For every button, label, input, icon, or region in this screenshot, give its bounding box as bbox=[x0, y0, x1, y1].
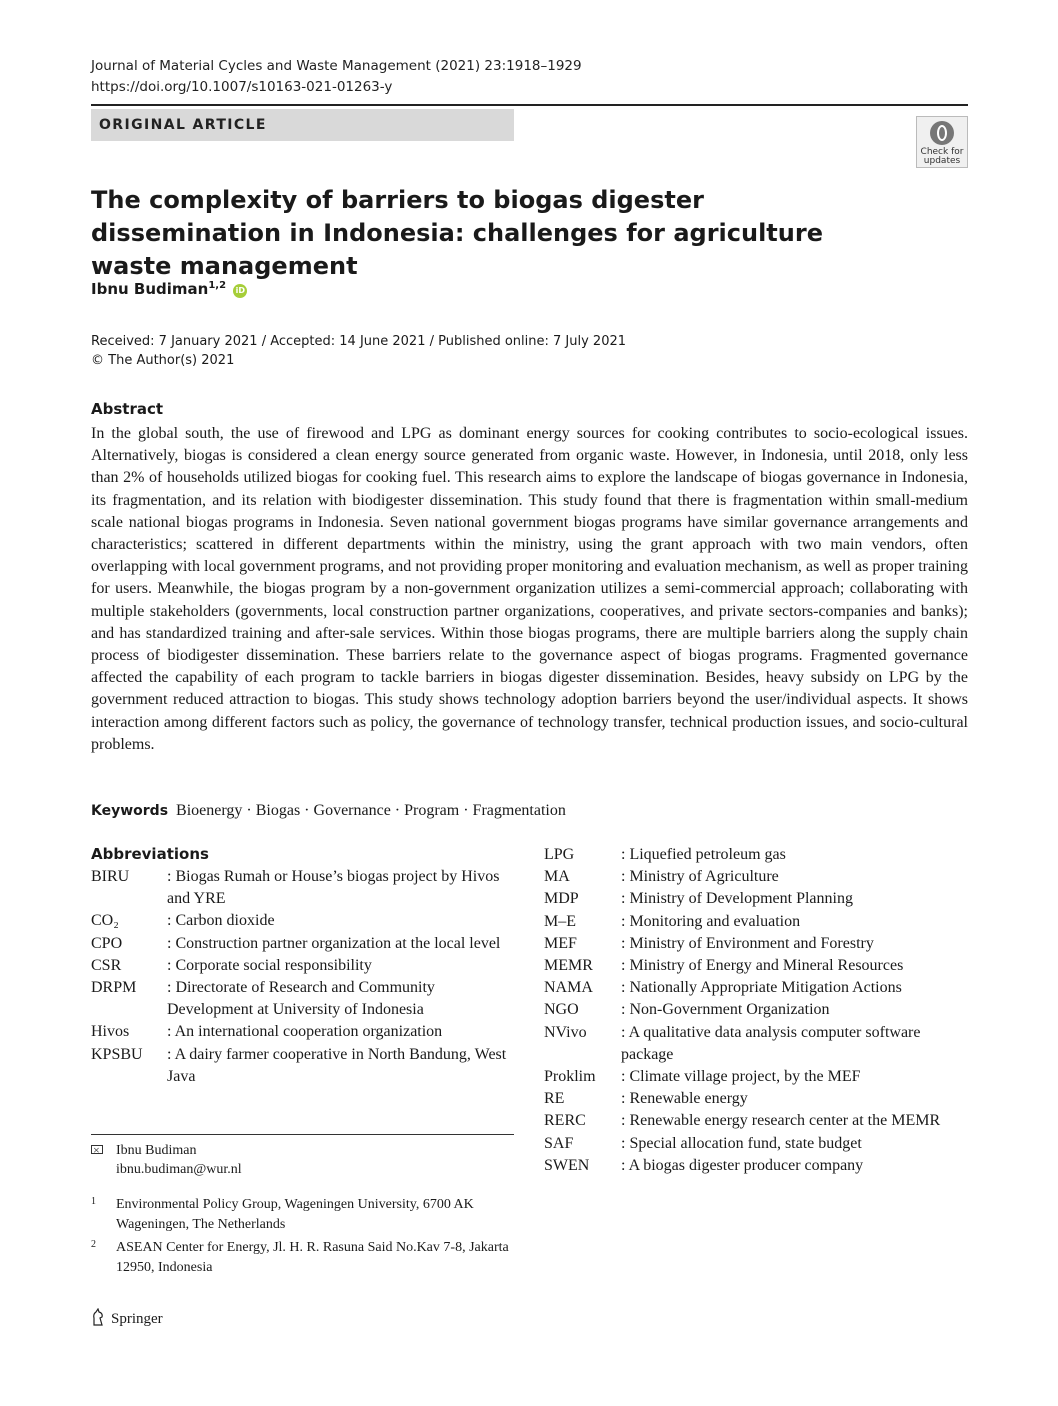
abbreviation-row bbox=[544, 955, 968, 977]
corresponding-author bbox=[91, 1141, 242, 1179]
abbreviation-row bbox=[544, 1110, 968, 1132]
corresponding-name: Ibnu Budiman bbox=[116, 1143, 197, 1158]
abbreviation-row bbox=[544, 999, 968, 1021]
abbreviation-term: LPG bbox=[544, 846, 575, 863]
abbreviation-term: CSR bbox=[91, 956, 122, 974]
abbreviation-row bbox=[544, 1088, 968, 1110]
publication-dates bbox=[91, 332, 626, 370]
abbreviation-row bbox=[91, 866, 514, 910]
keywords-list: Bioenergy · Biogas · Governance · Program · Fragmentation bbox=[176, 802, 566, 819]
abbreviation-term: SAF bbox=[544, 1134, 574, 1152]
keywords-label: Keywords bbox=[91, 803, 169, 819]
abstract-heading: Abstract bbox=[91, 400, 164, 418]
abbreviation-definition: : Corporate social responsibility bbox=[167, 956, 372, 974]
abbreviation-term: CO₂ bbox=[91, 912, 119, 930]
abbreviation-row bbox=[544, 866, 968, 888]
abbreviation-term: RERC bbox=[544, 1112, 586, 1130]
abbreviations-right-column bbox=[544, 844, 968, 1177]
abbreviation-term: RE bbox=[544, 1090, 565, 1108]
abbreviation-definition: : An international cooperation organization bbox=[167, 1023, 443, 1041]
abbreviation-definition: : Special allocation fund, state budget bbox=[621, 1134, 862, 1152]
affiliation-number: 2 bbox=[91, 1239, 96, 1250]
keywords bbox=[91, 800, 566, 822]
abbreviation-definition: : Non-Government Organization bbox=[621, 1001, 830, 1019]
abbreviation-row bbox=[544, 977, 968, 999]
abbreviation-definition: : A biogas digester producer company bbox=[621, 1156, 864, 1174]
check-label-1: Check for bbox=[920, 147, 964, 157]
abbreviation-term: CPO bbox=[91, 934, 123, 952]
publisher-name: Springer bbox=[111, 1311, 163, 1327]
abbreviation-definition: : Monitoring and evaluation bbox=[621, 912, 801, 930]
abbreviation-definition: : A dairy farmer cooperative in North Bandung, West Java bbox=[167, 1045, 507, 1085]
publisher-mark bbox=[91, 1308, 163, 1330]
abbreviation-definition: : Liquefied petroleum gas bbox=[621, 846, 786, 863]
abbreviations-left-column bbox=[91, 866, 514, 1088]
journal-citation: Journal of Material Cycles and Waste Management (2021) 23:1918–1929 bbox=[91, 58, 582, 74]
article-title: The complexity of barriers to biogas digester dissemination in Indonesia: challenges for agriculture waste management bbox=[91, 186, 823, 280]
abbreviation-term: Proklim bbox=[544, 1068, 596, 1086]
history-dates: Received: 7 January 2021 / Accepted: 14 June 2021 / Published online: 7 July 2021 bbox=[91, 334, 627, 349]
orcid-icon[interactable]: iD bbox=[233, 284, 247, 298]
abbreviation-row bbox=[544, 844, 968, 866]
abbreviation-definition: : Renewable energy bbox=[621, 1090, 748, 1108]
abbreviation-row bbox=[544, 1022, 968, 1066]
abbreviation-row bbox=[91, 1021, 514, 1043]
abbreviation-row bbox=[544, 888, 968, 910]
abbreviation-definition: : Biogas Rumah or House’s biogas project by Hivos and YRE bbox=[167, 868, 500, 908]
author-affiliations: 1,2 bbox=[208, 280, 227, 291]
abbreviation-term: MEF bbox=[544, 934, 577, 952]
abbreviation-row bbox=[544, 1066, 968, 1088]
abbreviation-definition: : Directorate of Research and Community Development at University of Indonesia bbox=[167, 979, 435, 1019]
abbreviation-term: KPSBU bbox=[91, 1045, 143, 1063]
article-type-banner: ORIGINAL ARTICLE bbox=[91, 109, 514, 141]
corresponding-email[interactable]: ibnu.budiman@wur.nl bbox=[116, 1162, 242, 1177]
abbreviation-term: DRPM bbox=[91, 979, 137, 997]
abbreviation-row bbox=[544, 1155, 968, 1177]
abbreviation-definition: : Climate village project, by the MEF bbox=[621, 1068, 861, 1086]
abbreviation-row bbox=[544, 911, 968, 933]
abbreviation-definition: : Ministry of Development Planning bbox=[621, 890, 853, 908]
abbreviation-term: BIRU bbox=[91, 868, 130, 885]
abbreviation-row bbox=[544, 933, 968, 955]
abbreviation-definition: : Nationally Appropriate Mitigation Actions bbox=[621, 979, 902, 997]
check-for-updates-badge[interactable] bbox=[916, 116, 968, 168]
abbreviation-definition: : Carbon dioxide bbox=[167, 912, 275, 930]
abbreviation-row bbox=[544, 1133, 968, 1155]
abbreviation-term: SWEN bbox=[544, 1156, 590, 1174]
abbreviation-term: NVivo bbox=[544, 1023, 587, 1041]
copyright: © The Author(s) 2021 bbox=[91, 353, 235, 368]
springer-horse-icon bbox=[91, 1308, 105, 1326]
affiliation-text: ASEAN Center for Energy, Jl. H. R. Rasuna Said No.Kav 7-8, Jakarta 12950, Indonesia bbox=[116, 1240, 509, 1275]
abbreviation-definition: : Ministry of Energy and Mineral Resources bbox=[621, 957, 904, 975]
abbreviation-term: Hivos bbox=[91, 1023, 130, 1041]
affiliation-number: 1 bbox=[91, 1196, 96, 1207]
doi-link[interactable]: https://doi.org/10.1007/s10163-021-01263-y bbox=[91, 79, 393, 95]
abbreviation-definition: : Ministry of Environment and Forestry bbox=[621, 934, 874, 952]
abbreviation-term: MEMR bbox=[544, 957, 593, 975]
author-name: Ibnu Budiman bbox=[91, 280, 209, 298]
abbreviation-term: NGO bbox=[544, 1001, 579, 1019]
abbreviation-row bbox=[91, 910, 514, 932]
abstract-text: In the global south, the use of firewood and LPG as dominant energy sources for cooking contributes to socio-ecological issues. Alternatively, biogas is considered a clean energy source generated from organic waste. However, in Indonesia, until 2018, only less than 2% of households utilized biogas for cooking fuel. This research aims to explore the landscape of biogas governance in Indonesia, its fragmentation, and its relation with biodigester dissemination. This study found that there is fragmentation within small-medium scale national biogas programs in Indonesia. Seven national government biogas programs have similar governance arrangements and characteristics; scattered in different departments within the ministry, using the grant approach with two main vendors, often overlapping with local government programs, and not providing proper monitoring and evaluation mechanism, as well as proper training for users. Meanwhile, the biogas program by a non-government organization utilizes a semi-commercial approach; collaborating with multiple stakeholders (governments, local construction partner organizations, cooperatives, and private sectors-companies and banks); and has standardized training and after-sale services. Within those biogas programs, there are multiple barriers along the supply chain process of biodigester dissemination. These barriers relate to the governance aspect of biogas programs. Fragmented governance affected the capability of each program to tackle barriers in biogas digester dissemination. Besides, heavy subsidy on LPG by the government reduced attraction to biogas. This study shows technology adoption barriers beyond the user/individual aspects. It shows interaction among different factors such as policy, the governance of technology transfer, technical production issues, and socio-cultural problems. bbox=[91, 425, 968, 753]
abbreviations-heading: Abbreviations bbox=[91, 845, 209, 863]
abbreviation-row bbox=[91, 955, 514, 977]
footnote-rule bbox=[91, 1134, 514, 1135]
abbreviation-row bbox=[91, 1044, 514, 1088]
abbreviation-definition: : A qualitative data analysis computer software package bbox=[621, 1023, 921, 1063]
crossmark-icon bbox=[930, 121, 954, 145]
journal-header bbox=[91, 56, 582, 98]
header-rule bbox=[91, 104, 968, 106]
abbreviation-row bbox=[91, 977, 514, 1021]
abbreviation-definition: : Construction partner organization at the local level bbox=[167, 934, 501, 952]
author-line bbox=[91, 280, 247, 298]
abbreviation-term: MA bbox=[544, 868, 570, 886]
abbreviation-definition: : Ministry of Agriculture bbox=[621, 868, 779, 886]
abbreviation-term: NAMA bbox=[544, 979, 593, 997]
check-label-2: updates bbox=[923, 156, 961, 166]
abbreviation-term: M–E bbox=[544, 912, 576, 930]
abbreviation-term: MDP bbox=[544, 890, 579, 908]
affiliation-1 bbox=[91, 1195, 514, 1234]
affiliation-2 bbox=[91, 1238, 514, 1277]
abbreviation-row bbox=[91, 933, 514, 955]
envelope-icon bbox=[91, 1145, 103, 1154]
affiliation-text: Environmental Policy Group, Wageningen University, 6700 AK Wageningen, The Netherlands bbox=[116, 1197, 474, 1232]
abbreviation-definition: : Renewable energy research center at the MEMR bbox=[621, 1112, 941, 1130]
